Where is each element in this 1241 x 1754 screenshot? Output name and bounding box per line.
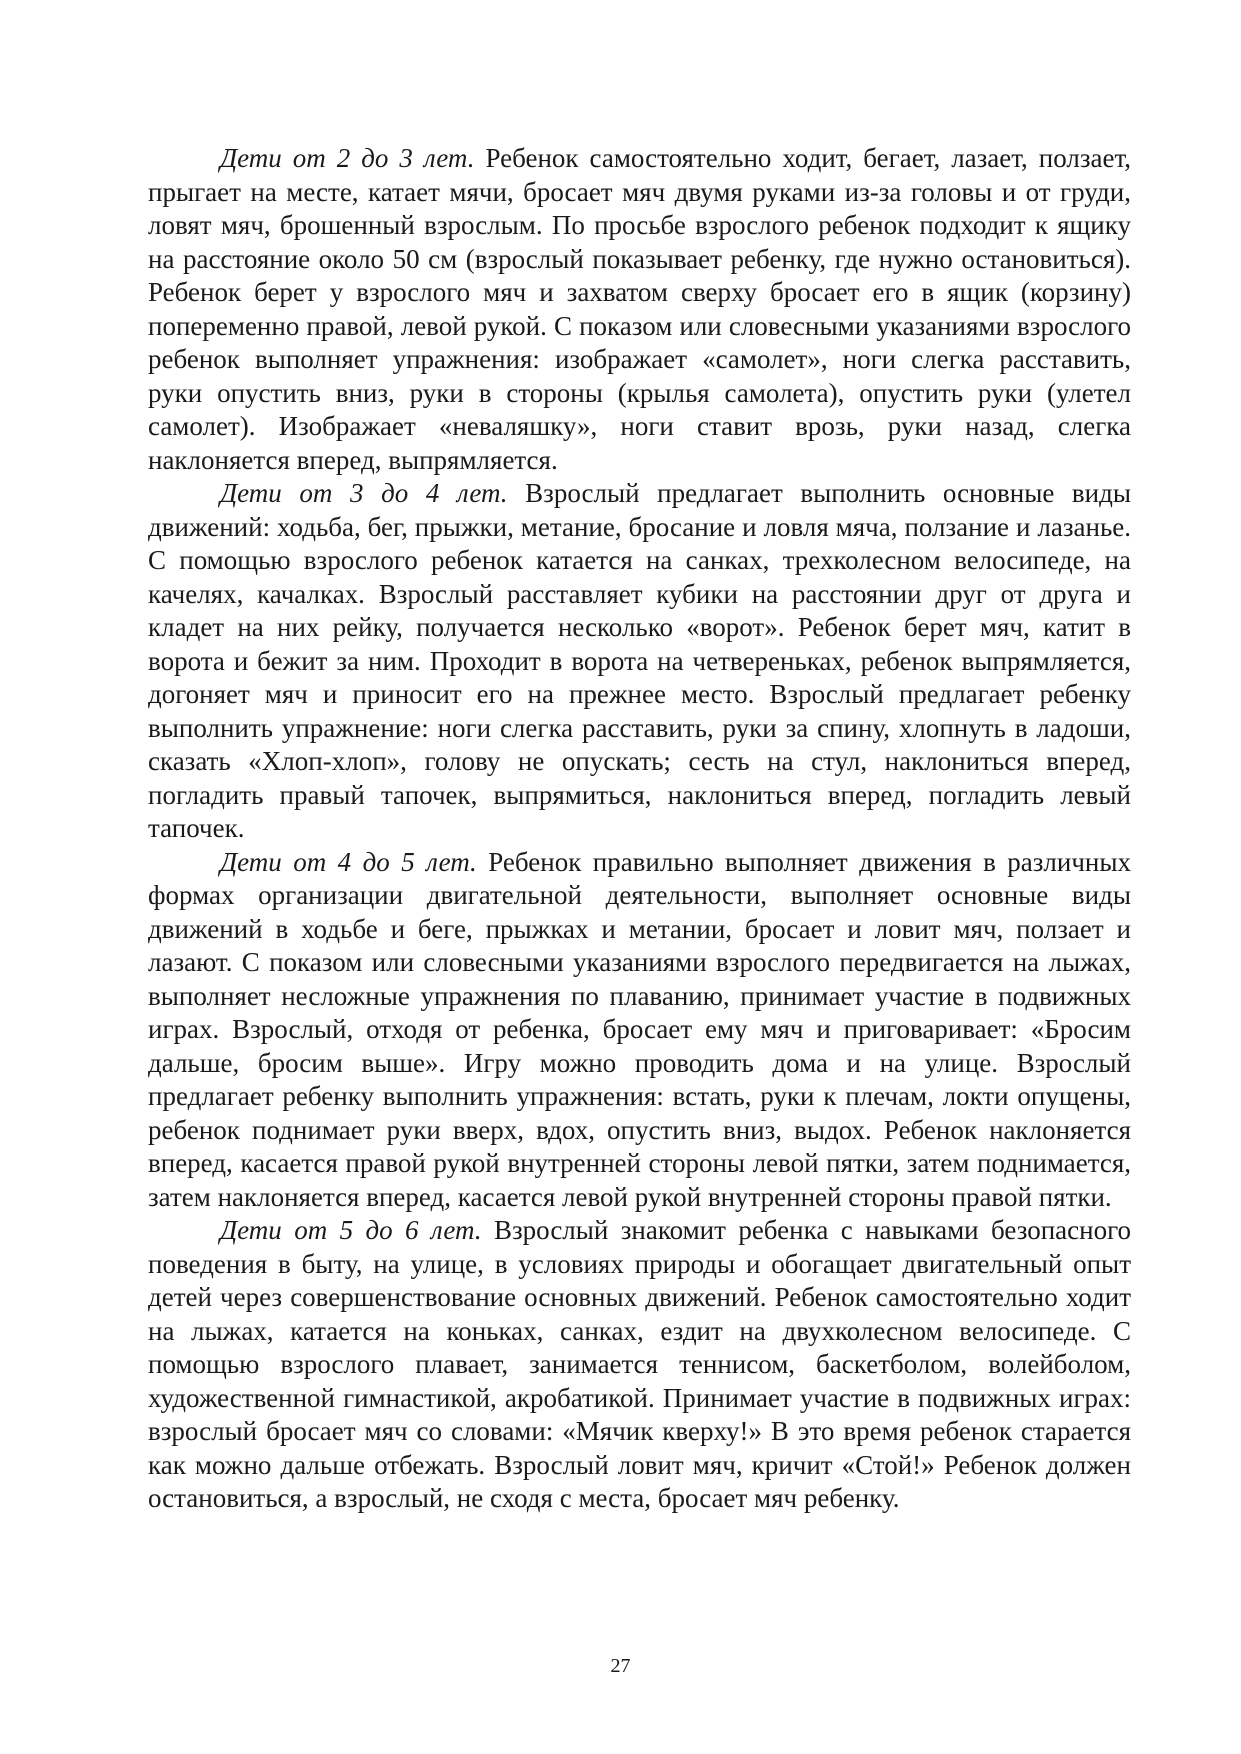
paragraph-text: Ребенок правильно выполняет движения в различных формах организации двигательной деятельности, выполняет основные виды движений в ходьбе и беге, прыжках и метании, бросает и ловит мяч, ползает и лазают. С показом или словесными указаниями взрослого передвигается на лыжах, выполняет несложные упражнения по плаванию, принимает участие в подвижных играх. Взрослый, отходя от ребенка, бросает ему мяч и приговаривает: «Бросим дальше, бросим выше». Игру можно проводить дома и на улице. Взрослый предлагает ребенку выполнить упражнения: встать, руки к плечам, локти опущены, ребенок поднимает руки вверх, вдох, опустить вниз, выдох. Ребенок наклоняется вперед, касается правой рукой внутренней стороны левой пятки, затем поднимается, затем наклоняется вперед, касается левой рукой внутренней стороны правой пятки. (148, 846, 1131, 1212)
paragraph-lead: Дети от 3 до 4 лет. (220, 478, 508, 508)
paragraph-text: Взрослый предлагает выполнить основные виды движений: ходьба, бег, прыжки, метание, бросание и ловля мяча, ползание и лазанье. С помощью взрослого ребенок катается на санках, трехколесном велосипеде, на качелях, качалках. Взрослый расставляет кубики на расстоянии друг от друга и кладет на них рейку, получается несколько «ворот». Ребенок берет мяч, катит в ворота и бежит за ним. Проходит в ворота на четвереньках, ребенок выпрямляется, догоняет мяч и приносит его на прежнее место. Взрослый предлагает ребенку выполнить упражнение: ноги слегка расставить, руки за спину, хлопнуть в ладоши, сказать «Хлоп-хлоп», голову не опускать; сесть на стул, наклониться вперед, погладить правый тапочек, выпрямиться, наклониться вперед, погладить левый тапочек. (148, 478, 1131, 843)
paragraph-age-3-4 (148, 477, 1131, 846)
page-number: 27 (610, 1655, 631, 1677)
paragraph-age-5-6 (148, 1214, 1131, 1516)
paragraph-text: Взрослый знакомит ребенка с навыками безопасного поведения в быту, на улице, в условиях природы и обогащает двигательный опыт детей через совершенствование основных движений. Ребенок самостоятельно ходит на лыжах, катается на коньках, санках, ездит на двухколесном велосипеде. С помощью взрослого плавает, занимается теннисом, баскетболом, волейболом, художественной гимнастикой, акробатикой. Принимает участие в подвижных играх: взрослый бросает мяч со словами: «Мячик кверху!» В это время ребенок старается как можно дальше отбежать. Взрослый ловит мяч, кричит «Стой!» Ребенок должен остановиться, а взрослый, не сходя с места, бросает мяч ребенку. (148, 1215, 1131, 1513)
paragraph-lead: Дети от 5 до 6 лет. (220, 1215, 482, 1245)
paragraph-age-2-3 (148, 142, 1131, 477)
paragraph-age-4-5 (148, 846, 1131, 1215)
paragraph-text: Ребенок самостоятельно ходит, бегает, лазает, ползает, прыгает на месте, катает мячи, бросает мяч двумя руками из-за головы и от груди, ловят мяч, брошенный взрослым. По просьбе взрослого ребенок подходит к ящику на расстояние около 50 см (взрослый показывает ребенку, где нужно остановиться). Ребенок берет у взрослого мяч и захватом сверху бросает его в ящик (корзину) попеременно правой, левой рукой. С показом или словесными указаниями взрослого ребенок выполняет упражнения: изображает «самолет», ноги слегка расставить, руки опустить вниз, руки в стороны (крылья самолета), опустить руки (улетел самолет). Изображает «неваляшку», ноги ставит врозь, руки назад, слегка наклоняется вперед, выпрямляется. (148, 143, 1131, 475)
paragraph-lead: Дети от 4 до 5 лет. (220, 846, 477, 877)
document-body (148, 142, 1131, 1516)
paragraph-lead: Дети от 2 до 3 лет. (220, 143, 475, 173)
